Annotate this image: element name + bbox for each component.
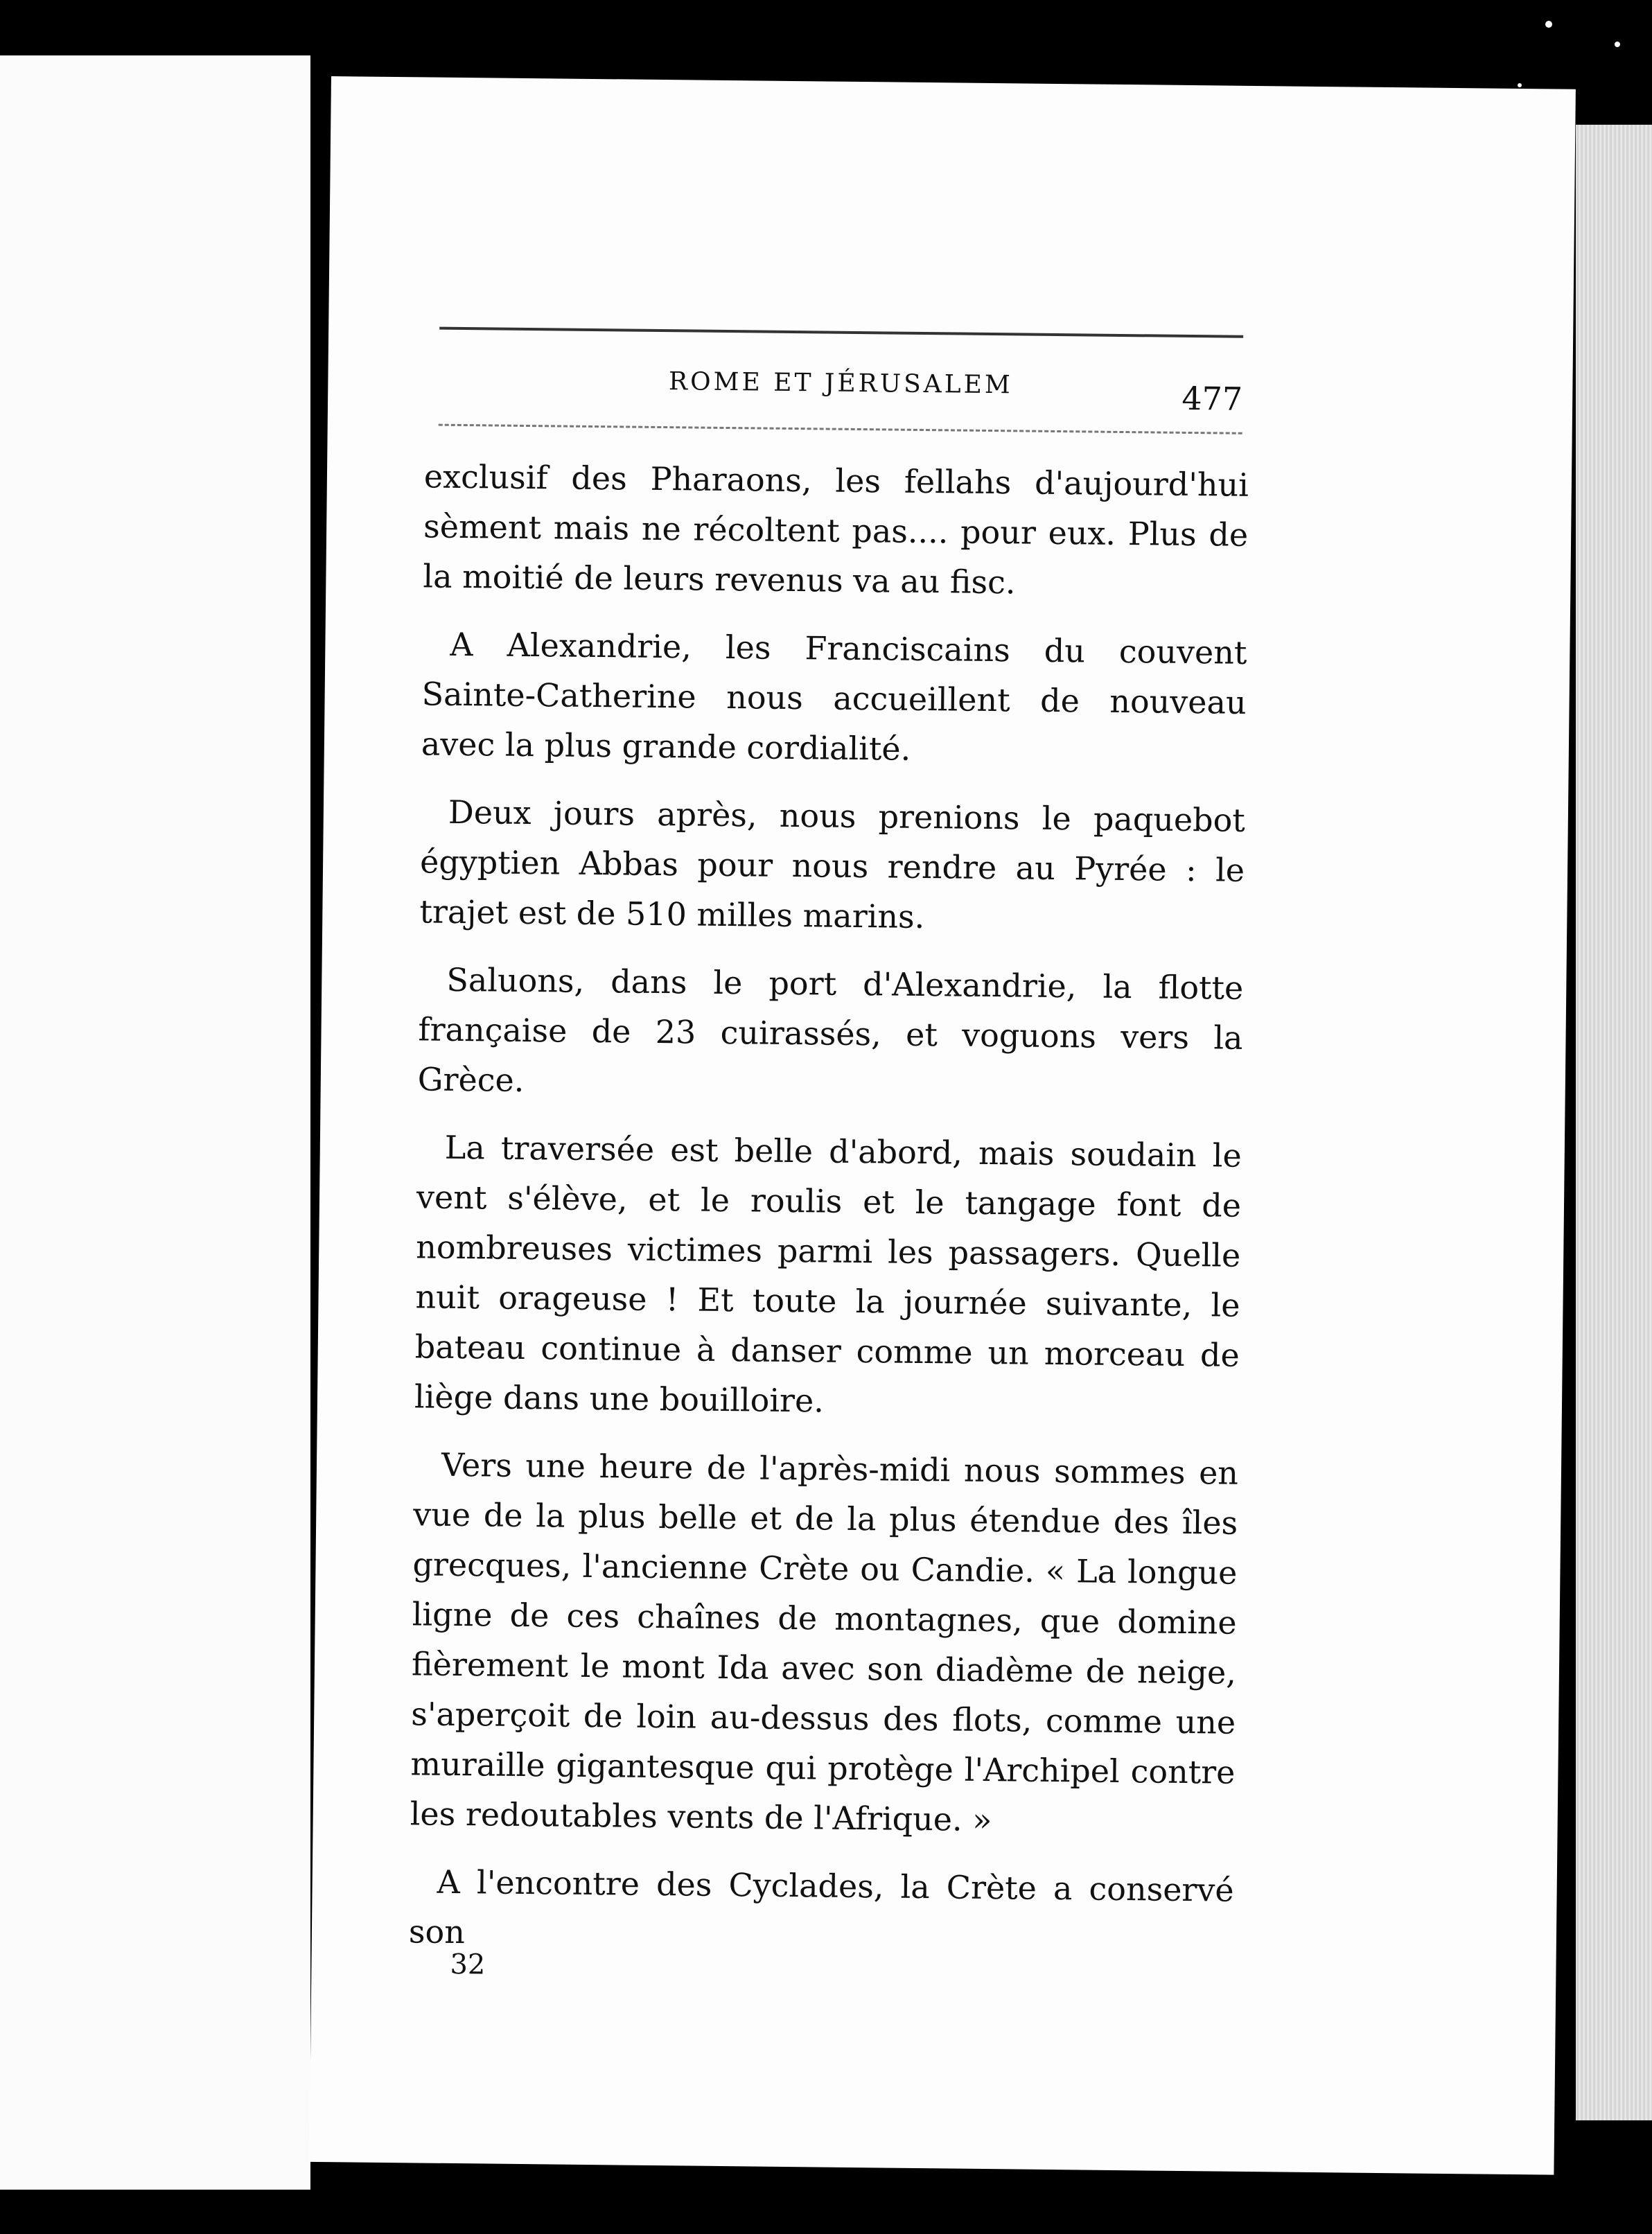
- running-head: ROME ET JÉRUSALEM: [668, 367, 1014, 400]
- paragraph: Deux jours après, nous prenions le paquebot égyptien Abbas pour nous rendre au Pyrée : le trajet est de 510 milles marins.: [419, 793, 1246, 936]
- body-text: [408, 451, 1249, 1982]
- paragraph: Saluons, dans le port d'Alexandrie, la flotte française de 23 cuirassés, et voguons vers la Grèce.: [417, 960, 1244, 1099]
- page-edges: [1576, 125, 1652, 2120]
- paragraph: Vers une heure de l'après-midi nous sommes en vue de la plus belle et de la plus étendue des îles grecques, l'ancienne Crète ou Candie. « La longue ligne de ces chaînes de montagnes, que domine fièrement le mont Ida avec son diadème de neige, s'aperçoit de loin au-dessus des flots, comme une muraille gigantesque qui protège l'Archipel contre les redoutables vents de l'Afrique. »: [410, 1445, 1239, 1839]
- page-number: 477: [1181, 379, 1243, 418]
- header-double-rule: [439, 327, 1243, 338]
- left-page: [0, 55, 315, 2190]
- signature-mark: 32: [450, 1948, 486, 1981]
- right-page: [309, 76, 1575, 2175]
- scan-speck: [1545, 21, 1552, 28]
- header-rule: [439, 424, 1242, 434]
- scan-speck: [1518, 83, 1522, 87]
- scan-speck: [1615, 42, 1620, 47]
- page-header: [439, 351, 1243, 422]
- paragraph: La traversée est belle d'abord, mais soudain le vent s'élève, et le roulis et le tangage font de nombreuses victimes parmi les passagers. Quelle nuit orageuse ! Et toute la journée suivante, le bateau continue à danser comme un morceau de liège dans une bouilloire.: [414, 1128, 1242, 1420]
- paragraph: A l'encontre des Cyclades, la Crète a conservé son: [408, 1863, 1234, 1951]
- paragraph: exclusif des Pharaons, les fellahs d'aujourd'hui sèment mais ne récoltent pas.... pour eux. Plus de la moitié de leurs revenus va au fisc.: [423, 457, 1249, 601]
- paragraph: A Alexandrie, les Franciscains du couvent Sainte-Catherine nous accueillent de nouveau avec la plus grande cordialité.: [421, 625, 1247, 768]
